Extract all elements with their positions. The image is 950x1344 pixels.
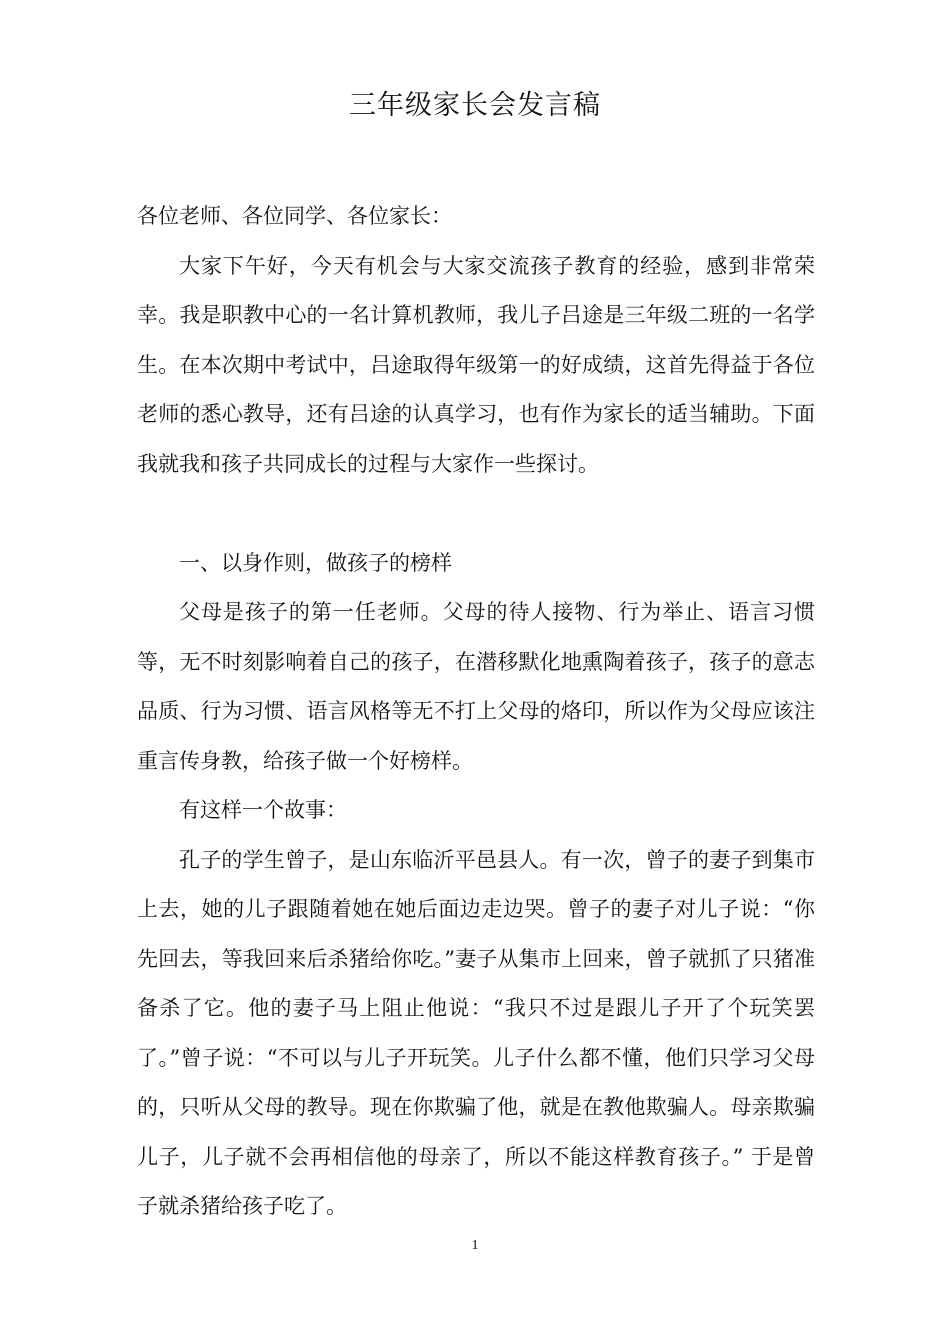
paragraph-spacer: [137, 489, 815, 539]
paragraph-story-intro: 有这样一个故事：: [179, 798, 347, 822]
document-title: 三年级家长会发言稿: [349, 90, 601, 121]
section-heading: 一、以身作则，做孩子的榜样: [179, 550, 452, 575]
greeting: 各位老师、各位同学、各位家长：: [137, 204, 452, 228]
paragraph-role-model: 父母是孩子的第一任老师。父母的待人接物、行为举止、语言习惯等，无不时刻影响着自己的孩子，在潜移默化地熏陶着孩子，孩子的意志品质、行为习惯、语言风格等无不打上父母的烙印，所以作为父母应该注重言传身教，给孩子做一个好榜样。: [137, 600, 815, 773]
paragraph-intro: 大家下午好，今天有机会与大家交流孩子教育的经验，感到非常荣幸。我是职教中心的一名计算机教师，我儿子吕途是三年级二班的一名学生。在本次期中考试中，吕途取得年级第一的好成绩，这首先得益于各位老师的悉心教导，还有吕途的认真学习，也有作为家长的适当辅助。下面我就我和孩子共同成长的过程与大家作一些探讨。: [137, 253, 815, 476]
paragraph-story: 孔子的学生曾子，是山东临沂平邑县人。有一次，曾子的妻子到集市上去，她的儿子跟随着她在她后面边走边哭。曾子的妻子对儿子说：“你先回去，等我回来后杀猪给你吃。”妻子从集市上回来，曾子就抓了只猪准备杀了它。他的妻子马上阻止他说：“我只不过是跟儿子开了个玩笑罢了。”曾子说：“不可以与儿子开玩笑。儿子什么都不懂，他们只学习父母的，只听从父母的教导。现在你欺骗了他，就是在教他欺骗人。母亲欺骗儿子，儿子就不会再相信他的母亲了，所以不能这样教育孩子。” 于是曾子就杀猪给孩子吃了。: [137, 847, 815, 1218]
document-body: [137, 192, 815, 1232]
page-number: 1: [471, 1238, 479, 1253]
